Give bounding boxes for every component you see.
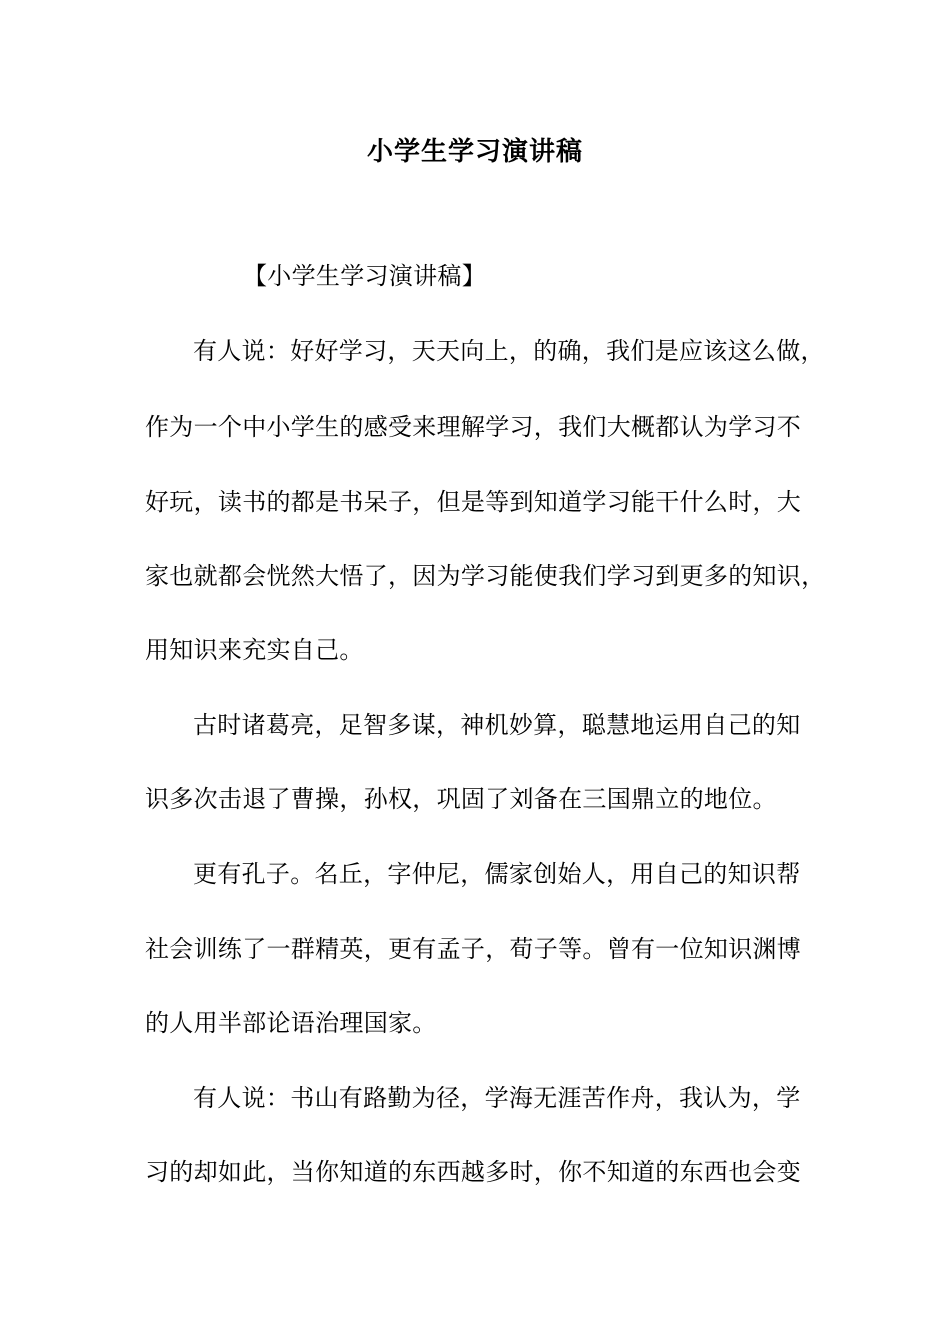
paragraph-line: 家也就都会恍然大悟了，因为学习能使我们学习到更多的知识， (145, 562, 826, 590)
paragraph-line: 有人说：书山有路勤为径，学海无涯苦作舟，我认为，学 (193, 1084, 801, 1112)
paragraph-line: 识多次击退了曹操，孙权，巩固了刘备在三国鼎立的地位。 (145, 785, 777, 813)
paragraph-line: 好玩，读书的都是书呆子，但是等到知道学习能干什么时，大 (145, 488, 802, 516)
subheading: 【小学生学习演讲稿】 (243, 262, 486, 290)
paragraph-line: 用知识来充实自己。 (145, 636, 364, 664)
paragraph-line: 的人用半部论语治理国家。 (145, 1009, 437, 1037)
paragraph-line: 古时诸葛亮，足智多谋，神机妙算，聪慧地运用自己的知 (193, 711, 801, 739)
paragraph-line: 更有孔子。名丘，字仲尼，儒家创始人，用自己的知识帮 (193, 860, 801, 888)
paragraph-line: 有人说：好好学习，天天向上，的确，我们是应该这么做， (193, 337, 825, 365)
document-title: 小学生学习演讲稿 (366, 137, 583, 167)
paragraph-line: 社会训练了一群精英，更有孟子，荀子等。曾有一位知识渊博 (145, 935, 802, 963)
paragraph-line: 习的却如此，当你知道的东西越多时，你不知道的东西也会变 (145, 1158, 802, 1186)
paragraph-line: 作为一个中小学生的感受来理解学习，我们大概都认为学习不 (145, 413, 802, 441)
